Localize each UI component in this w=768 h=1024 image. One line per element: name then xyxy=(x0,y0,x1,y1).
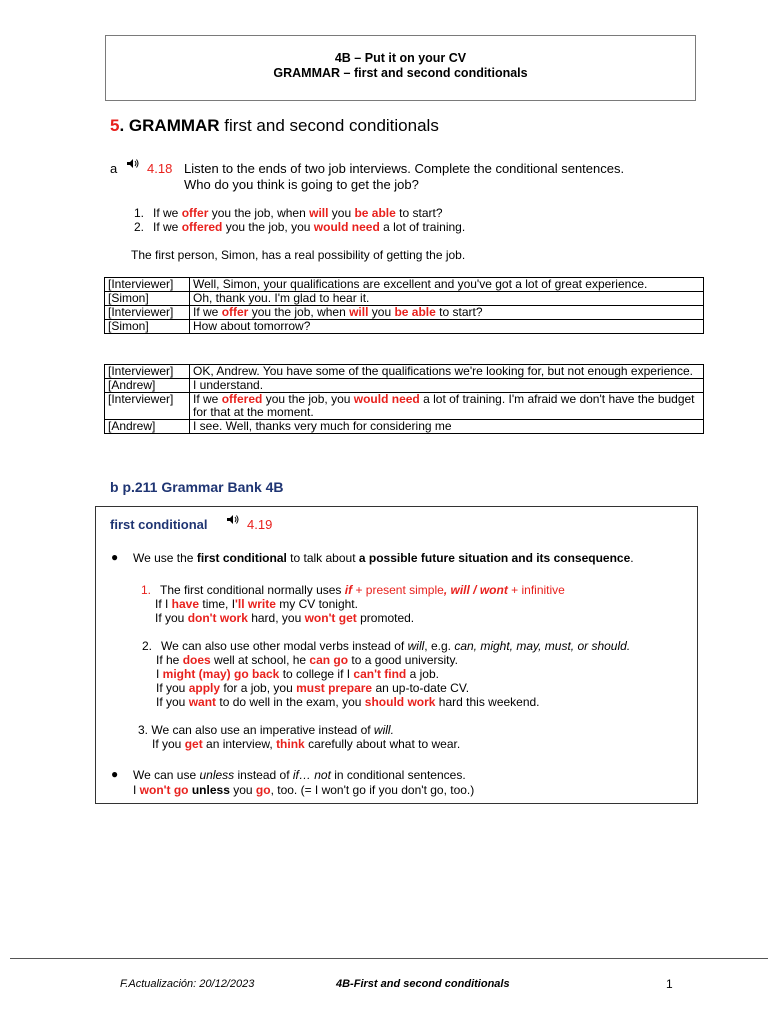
example-sentence: If you don't work hard, you won't get promoted. xyxy=(155,611,415,625)
speaker-name: [Interviewer] xyxy=(105,278,190,292)
sentence-1: 1. If we offer you the job, when will you be able to start? xyxy=(134,206,443,220)
table-row xyxy=(105,393,704,420)
header-box xyxy=(105,35,696,101)
speaker-icon[interactable] xyxy=(126,158,140,172)
footer-date: F.Actualización: 20/12/2023 xyxy=(120,978,255,990)
dialogue-line: Well, Simon, your qualifications are excellent and you've got a lot of great experience. xyxy=(190,278,704,292)
bullet-icon: ● xyxy=(111,550,119,564)
bullet-2-text: We can use unless instead of if… not in conditional sentences. xyxy=(133,768,466,782)
speaker-name: [Simon] xyxy=(105,320,190,334)
speaker-name: [Andrew] xyxy=(105,379,190,393)
dialogue-line: How about tomorrow? xyxy=(190,320,704,334)
example-sentence: If you apply for a job, you must prepare an up-to-date CV. xyxy=(156,681,470,695)
part-b-title[interactable]: b p.211 Grammar Bank 4B xyxy=(110,479,284,495)
part-a-note: The first person, Simon, has a real possibility of getting the job. xyxy=(131,248,466,262)
speaker-name: [Interviewer] xyxy=(105,393,190,420)
table-row xyxy=(105,365,704,379)
dialogue-line: I understand. xyxy=(190,379,704,393)
dialogue-line: Oh, thank you. I'm glad to hear it. xyxy=(190,292,704,306)
speaker-name: [Andrew] xyxy=(105,420,190,434)
section-bold-title: . GRAMMAR xyxy=(119,116,220,135)
section-title xyxy=(110,116,439,136)
table-row xyxy=(105,292,704,306)
example-sentence: If I have time, I'll write my CV tonight. xyxy=(155,597,358,611)
dialogue-line: If we offered you the job, you would need a lot of training. I'm afraid we don't have the budget for that at the moment. xyxy=(190,393,704,420)
bullet-icon: ● xyxy=(111,767,119,781)
part-a-track: 4.18 xyxy=(147,161,173,176)
example-sentence: If he does well at school, he can go to a good university. xyxy=(156,653,458,667)
speaker-name: [Interviewer] xyxy=(105,365,190,379)
table-row xyxy=(105,379,704,393)
grammar-bank-track: 4.19 xyxy=(247,517,273,532)
part-a-letter: a xyxy=(110,161,118,176)
speaker-icon[interactable] xyxy=(226,514,240,528)
part-a-instruction-1: Listen to the ends of two job interviews. Complete the conditional sentences. xyxy=(184,161,625,176)
footer-title: 4B-First and second conditionals xyxy=(336,978,510,990)
table-row xyxy=(105,320,704,334)
footer-divider xyxy=(10,958,768,959)
dialogue-line: If we offer you the job, when will you be able to start? xyxy=(190,306,704,320)
point-2-rule: 2. We can also use other modal verbs instead of will, e.g. can, might, may, must, or should. xyxy=(142,639,631,653)
grammar-bank-heading: first conditional xyxy=(110,517,208,532)
dialogue-line: I see. Well, thanks very much for considering me xyxy=(190,420,704,434)
dialogue-line: OK, Andrew. You have some of the qualifications we're looking for, but not enough experience. xyxy=(190,365,704,379)
section-subtitle: first and second conditionals xyxy=(219,116,439,135)
example-sentence: I won't go unless you go, too. (= I won't go if you don't go, too.) xyxy=(133,783,475,797)
speaker-name: [Simon] xyxy=(105,292,190,306)
speaker-name: [Interviewer] xyxy=(105,306,190,320)
page-number: 1 xyxy=(666,977,673,991)
point-3-rule: 3. We can also use an imperative instead of will. xyxy=(138,723,394,737)
header-line-1: 4B – Put it on your CV xyxy=(334,51,467,65)
table-row xyxy=(105,306,704,320)
header-line-2: GRAMMAR – first and second conditionals xyxy=(273,66,528,80)
example-sentence: If you get an interview, think carefully about what to wear. xyxy=(152,737,461,751)
table-row xyxy=(105,420,704,434)
point-1-rule: 1. The first conditional normally uses if + present simple, will / wont + infinitive xyxy=(141,583,565,597)
dialogue-table-andrew xyxy=(104,364,704,434)
dialogue-table-simon xyxy=(104,277,704,334)
table-row xyxy=(105,278,704,292)
sentence-2: 2. If we offered you the job, you would need a lot of training. xyxy=(134,220,466,234)
section-number: 5 xyxy=(110,116,120,135)
part-a-instruction-2: Who do you think is going to get the job? xyxy=(184,177,419,192)
bullet-1-text: We use the first conditional to talk about a possible future situation and its consequence. xyxy=(133,551,634,565)
example-sentence: I might (may) go back to college if I can't find a job. xyxy=(156,667,439,681)
example-sentence: If you want to do well in the exam, you should work hard this weekend. xyxy=(156,695,540,709)
